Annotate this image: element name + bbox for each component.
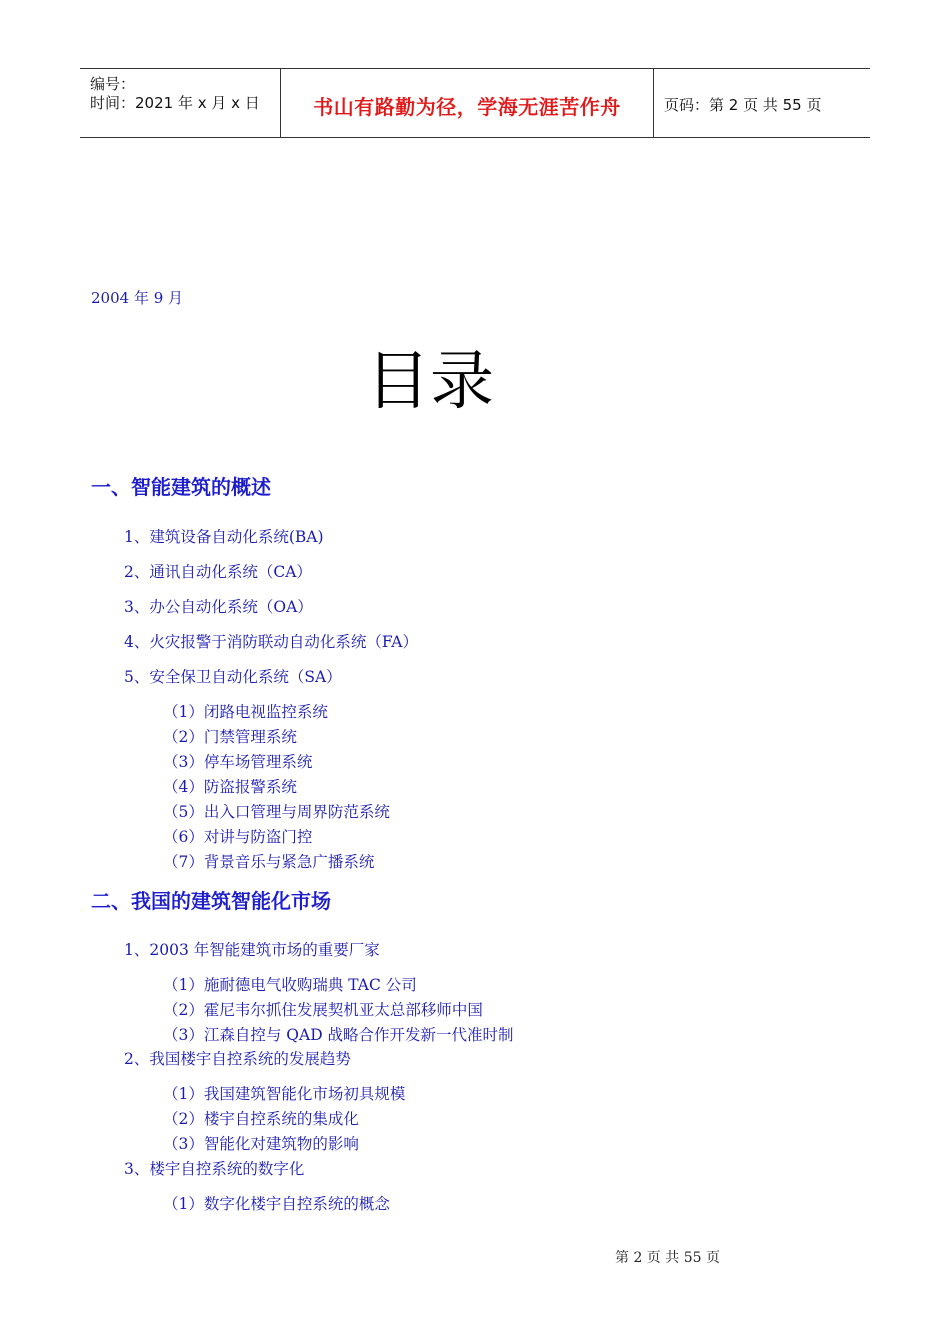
- toc-item[interactable]: 1、建筑设备自动化系统(BA): [124, 528, 324, 546]
- number-label: 编号：: [90, 75, 136, 93]
- toc-item[interactable]: 1、2003 年智能建筑市场的重要厂家: [124, 941, 380, 959]
- toc-subitem[interactable]: （5）出入口管理与周界防范系统: [163, 803, 390, 821]
- toc-subitem[interactable]: （2）楼宇自控系统的集成化: [163, 1110, 359, 1128]
- toc-subitem[interactable]: （2）霍尼韦尔抓住发展契机亚太总部移师中国: [163, 1001, 483, 1019]
- document-date: 2004 年 9 月: [91, 289, 184, 307]
- section-heading: 一、智能建筑的概述: [91, 475, 271, 499]
- header-page-cell: [654, 69, 870, 137]
- toc-item[interactable]: 3、办公自动化系统（OA）: [124, 598, 313, 616]
- toc-subitem[interactable]: （1）数字化楼宇自控系统的概念: [163, 1195, 390, 1213]
- toc-item[interactable]: 5、安全保卫自动化系统（SA）: [124, 668, 342, 686]
- section-heading: 二、我国的建筑智能化市场: [91, 889, 331, 913]
- header-motto-cell: [280, 69, 654, 137]
- motto: 书山有路勤为径，学海无涯苦作舟: [313, 95, 621, 119]
- header-meta-cell: [80, 69, 280, 137]
- page-title: 目录: [366, 345, 494, 419]
- toc-item[interactable]: 4、火灾报警于消防联动自动化系统（FA）: [124, 633, 418, 651]
- toc-subitem[interactable]: （1）施耐德电气收购瑞典 TAC 公司: [163, 976, 417, 994]
- page-indicator: 页码：第 2 页 共 55 页: [664, 96, 822, 114]
- toc-subitem[interactable]: （6）对讲与防盗门控: [163, 828, 313, 846]
- toc-subitem[interactable]: （2）门禁管理系统: [163, 728, 297, 746]
- toc-subitem[interactable]: （3）智能化对建筑物的影响: [163, 1135, 359, 1153]
- time-label: 时间：2021 年 x 月 x 日: [90, 94, 260, 112]
- page-footer: 第 2 页 共 55 页: [615, 1250, 720, 1266]
- toc-subitem[interactable]: （3）停车场管理系统: [163, 753, 313, 771]
- toc-subitem[interactable]: （1）闭路电视监控系统: [163, 703, 328, 721]
- page-header: [80, 68, 870, 138]
- toc-subitem[interactable]: （4）防盗报警系统: [163, 778, 297, 796]
- toc-item[interactable]: 3、楼宇自控系统的数字化: [124, 1160, 305, 1178]
- toc-subitem[interactable]: （3）江森自控与 QAD 战略合作开发新一代准时制: [163, 1026, 514, 1044]
- toc-subitem[interactable]: （7）背景音乐与紧急广播系统: [163, 853, 375, 871]
- toc-item[interactable]: 2、通讯自动化系统（CA）: [124, 563, 312, 581]
- toc-subitem[interactable]: （1）我国建筑智能化市场初具规模: [163, 1085, 406, 1103]
- toc-item[interactable]: 2、我国楼宇自控系统的发展趋势: [124, 1050, 351, 1068]
